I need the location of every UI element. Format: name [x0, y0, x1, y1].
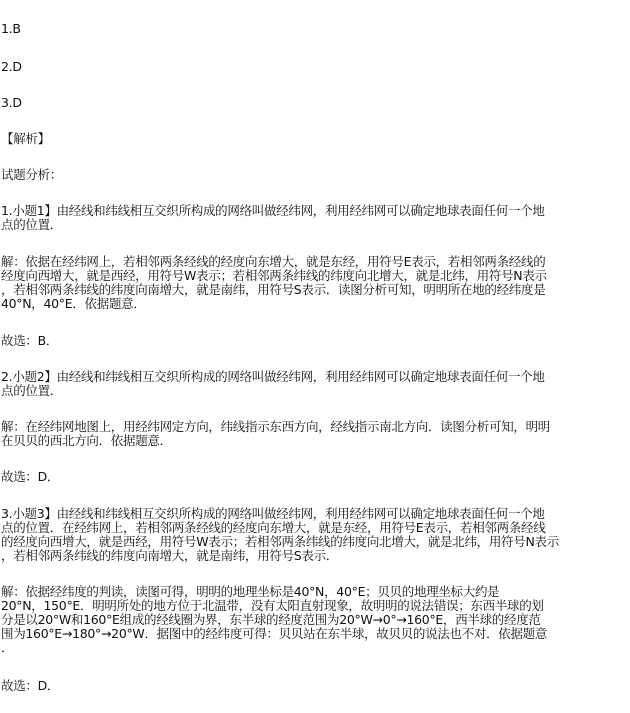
q3-explain-line: ．	[1, 640, 14, 655]
q2-line: 2.小题2】由经线和纬线相互交织所构成的网络叫做经纬网，利用经纬网可以确定地球表面任何一个地	[1, 369, 545, 384]
q1-statement	[1, 204, 629, 232]
q2-explain-line: 在贝贝的西北方向．依据题意．	[1, 433, 172, 448]
q3-explain-line: 围为160°E→180°→20°W．据图中的经纬度可得：贝贝站在东半球，故贝贝的说法也不对．依据题意	[1, 626, 548, 641]
q2-explain-line: 解：在经纬网地图上，用经纬网定方向，纬线指示东西方向，经线指示南北方向．读图分析可知，明明	[1, 419, 551, 434]
q2-conclusion: 故选：D．	[1, 469, 60, 484]
q3-line: ，若相邻两条纬线的纬度向南增大，就是南纬，用符号S表示．	[1, 548, 339, 563]
q1-explain-line: 经度向西增大，就是西经，用符号W表示；若相邻两条纬线的纬度向北增大，就是北纬，用符号N表示	[1, 268, 547, 283]
q3-explanation	[1, 585, 629, 655]
answer-3: 3.D	[1, 95, 22, 110]
q3-explain-line: 分是以20°W和160°E组成的经线圈为界，东半球的经度范围为20°W→0°→160°E，西半球的经度范	[1, 612, 541, 627]
q1-conclusion: 故选：B．	[1, 333, 59, 348]
q3-statement	[1, 507, 629, 563]
q1-explanation	[1, 255, 629, 311]
q1-explain-line: 40°N，40°E．依据题意．	[1, 296, 146, 311]
q1-explain-line: 解：依据在经纬网上，若相邻两条经线的经度向东增大，就是东经，用符号E表示，若相邻两条经线的	[1, 254, 546, 269]
analysis-header: 【解析】	[1, 131, 50, 146]
q1-line: 点的位置．	[1, 217, 63, 232]
q1-line: 1.小题1】由经线和纬线相互交织所构成的网络叫做经纬网，利用经纬网可以确定地球表面任何一个地	[1, 203, 545, 218]
q3-explain-line: 解：依据经纬度的判读，读图可得，明明的地理坐标是40°N，40°E；贝贝的地理坐标大约是	[1, 584, 500, 599]
q3-line: 3.小题3】由经线和纬线相互交织所构成的网络叫做经纬网，利用经纬网可以确定地球表面任何一个地	[1, 506, 545, 521]
q2-line: 点的位置．	[1, 383, 63, 398]
answer-1: 1.B	[1, 21, 21, 36]
q2-statement	[1, 370, 629, 398]
q3-line: 点的位置．在经纬网上，若相邻两条经线的经度向东增大，就是东经，用符号E表示，若相邻两条经线	[1, 520, 546, 535]
answer-2: 2.D	[1, 59, 22, 74]
q2-explanation	[1, 420, 629, 448]
q3-explain-line: 20°N，150°E．明明所处的地方位于北温带，没有太阳直射现象，故明明的说法错误；东西半球的划	[1, 598, 544, 613]
analysis-intro: 试题分析：	[1, 167, 63, 182]
q3-line: 的经度向西增大，就是西经，用符号W表示；若相邻两条纬线的纬度向北增大，就是北纬，用符号N表示	[1, 534, 559, 549]
q3-conclusion: 故选：D．	[1, 678, 60, 693]
q1-explain-line: ，若相邻两条纬线的纬度向南增大，就是南纬，用符号S表示．读图分析可知，明明所在地的经纬度是	[1, 282, 546, 297]
